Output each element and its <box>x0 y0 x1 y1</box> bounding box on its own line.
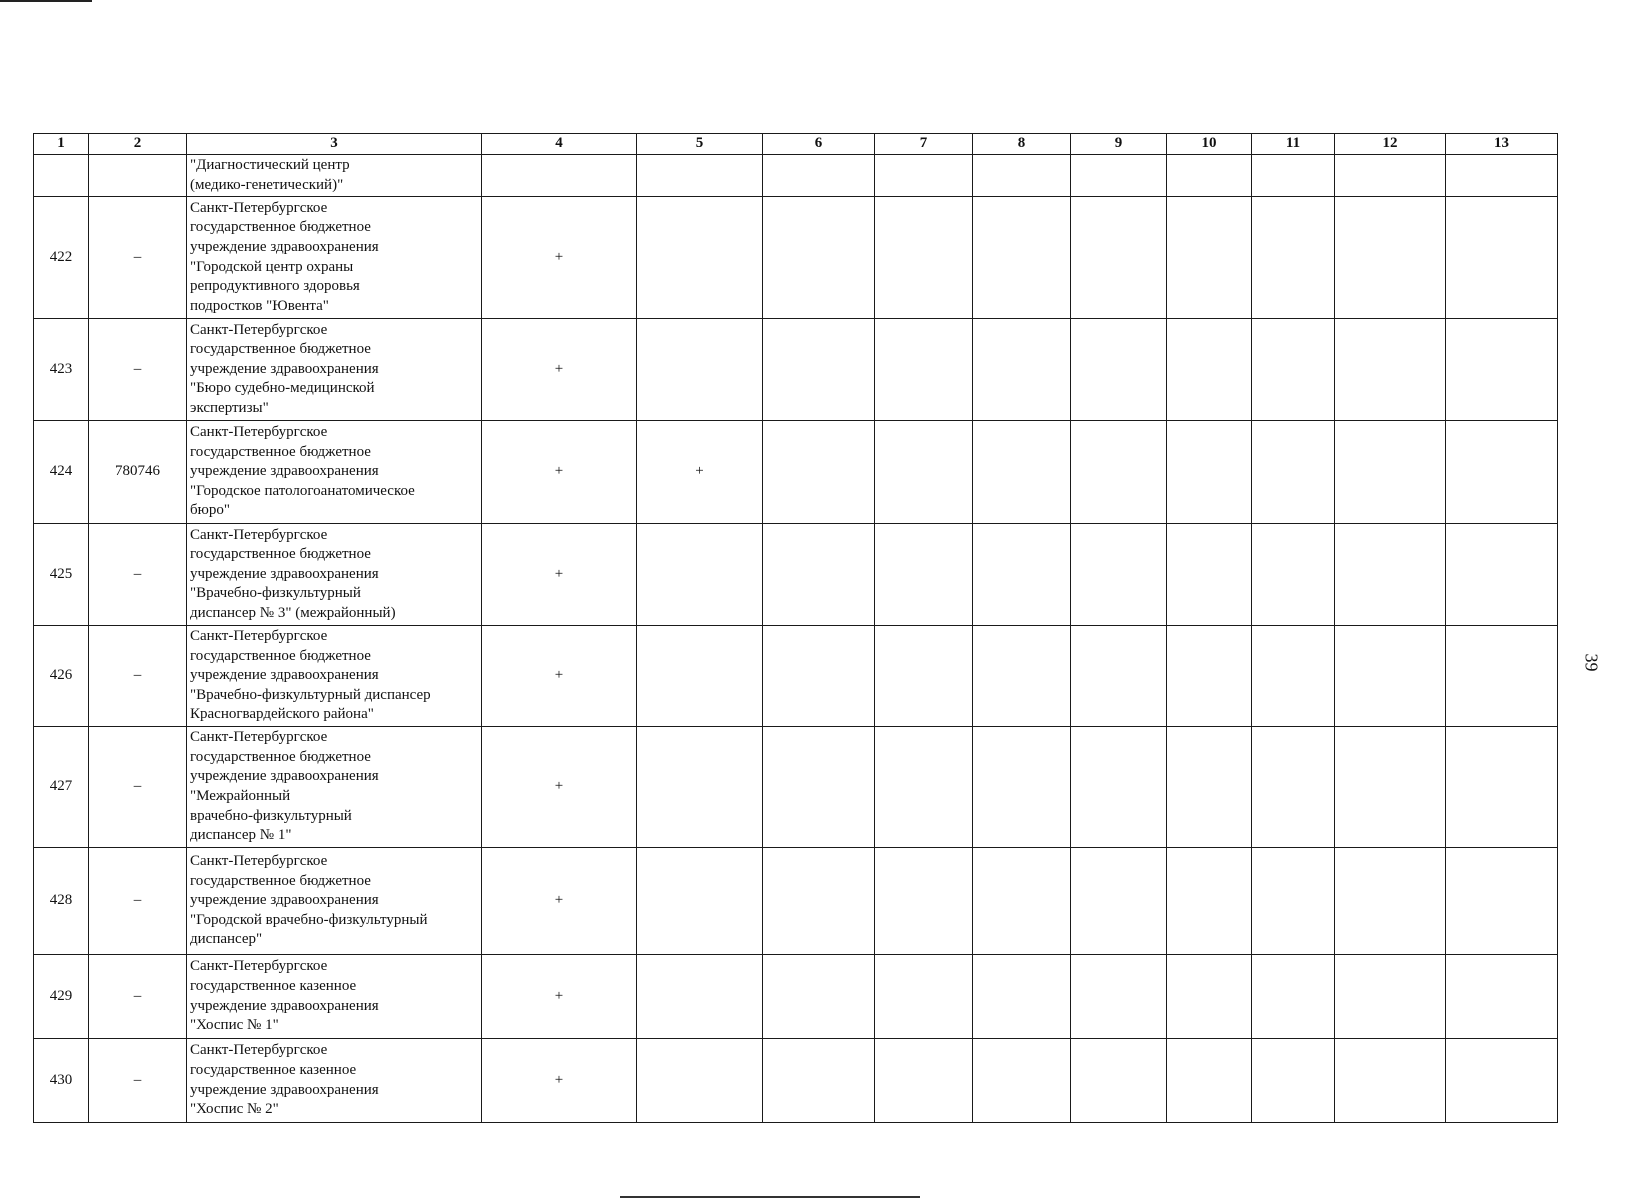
cell-col-12 <box>1335 197 1446 319</box>
cell-col-6 <box>763 955 875 1039</box>
cell-col-9 <box>1071 955 1167 1039</box>
cell-col-8 <box>973 848 1071 955</box>
cell-col-4: + <box>482 421 637 524</box>
cell-col-4: + <box>482 727 637 848</box>
row-code: 780746 <box>89 421 187 524</box>
cell-col-10 <box>1167 727 1252 848</box>
table-row <box>34 197 1558 319</box>
cell-col-5 <box>637 727 763 848</box>
column-number-row <box>34 134 1558 155</box>
cell-col-13 <box>1446 727 1558 848</box>
column-header-1: 1 <box>34 134 89 155</box>
cell-col-6 <box>763 727 875 848</box>
row-code: – <box>89 626 187 727</box>
cell-col-12 <box>1335 727 1446 848</box>
table-row <box>34 848 1558 955</box>
cell-col-7 <box>875 626 973 727</box>
row-number: 425 <box>34 524 89 626</box>
cell-col-11 <box>1252 155 1335 197</box>
row-number <box>34 155 89 197</box>
cell-col-10 <box>1167 626 1252 727</box>
cell-col-11 <box>1252 524 1335 626</box>
cell-col-4: + <box>482 955 637 1039</box>
cell-col-13 <box>1446 955 1558 1039</box>
cell-col-11 <box>1252 626 1335 727</box>
cell-col-6 <box>763 524 875 626</box>
cell-col-7 <box>875 848 973 955</box>
cell-col-12 <box>1335 848 1446 955</box>
cell-col-8 <box>973 955 1071 1039</box>
row-code: – <box>89 848 187 955</box>
cell-col-8 <box>973 626 1071 727</box>
institution-name: Санкт-Петербургское государственное казенное учреждение здравоохранения "Хоспис № 2" <box>187 1039 482 1123</box>
column-header-2: 2 <box>89 134 187 155</box>
cell-col-10 <box>1167 155 1252 197</box>
cell-col-11 <box>1252 955 1335 1039</box>
table-row <box>34 421 1558 524</box>
column-header-9: 9 <box>1071 134 1167 155</box>
cell-col-6 <box>763 1039 875 1123</box>
cell-col-4: + <box>482 1039 637 1123</box>
cell-col-7 <box>875 197 973 319</box>
row-code: – <box>89 1039 187 1123</box>
cell-col-13 <box>1446 626 1558 727</box>
cell-col-13 <box>1446 524 1558 626</box>
cell-col-6 <box>763 319 875 421</box>
column-header-8: 8 <box>973 134 1071 155</box>
cell-col-7 <box>875 955 973 1039</box>
cell-col-9 <box>1071 319 1167 421</box>
cell-col-12 <box>1335 319 1446 421</box>
cell-col-8 <box>973 421 1071 524</box>
column-header-10: 10 <box>1167 134 1252 155</box>
row-code: – <box>89 197 187 319</box>
cell-col-4 <box>482 155 637 197</box>
cell-col-6 <box>763 626 875 727</box>
row-number: 430 <box>34 1039 89 1123</box>
row-number: 428 <box>34 848 89 955</box>
register-table <box>33 133 1558 1123</box>
cell-col-10 <box>1167 848 1252 955</box>
cell-col-11 <box>1252 197 1335 319</box>
page-number: 39 <box>1581 653 1602 672</box>
cell-col-10 <box>1167 197 1252 319</box>
cell-col-9 <box>1071 848 1167 955</box>
cell-col-4: + <box>482 848 637 955</box>
cell-col-11 <box>1252 319 1335 421</box>
row-number: 426 <box>34 626 89 727</box>
cell-col-4: + <box>482 197 637 319</box>
cell-col-12 <box>1335 955 1446 1039</box>
table-row <box>34 955 1558 1039</box>
column-header-6: 6 <box>763 134 875 155</box>
column-header-11: 11 <box>1252 134 1335 155</box>
cell-col-8 <box>973 1039 1071 1123</box>
cell-col-13 <box>1446 155 1558 197</box>
cell-col-4: + <box>482 626 637 727</box>
institution-name: "Диагностический центр (медико-генетический)" <box>187 155 482 197</box>
cell-col-9 <box>1071 197 1167 319</box>
cell-col-7 <box>875 155 973 197</box>
cell-col-10 <box>1167 524 1252 626</box>
cell-col-12 <box>1335 155 1446 197</box>
row-number: 424 <box>34 421 89 524</box>
cell-col-5 <box>637 319 763 421</box>
cell-col-12 <box>1335 524 1446 626</box>
row-number: 422 <box>34 197 89 319</box>
cell-col-5 <box>637 955 763 1039</box>
row-number: 429 <box>34 955 89 1039</box>
column-header-3: 3 <box>187 134 482 155</box>
cell-col-9 <box>1071 421 1167 524</box>
row-number: 427 <box>34 727 89 848</box>
cell-col-7 <box>875 1039 973 1123</box>
cell-col-7 <box>875 319 973 421</box>
cell-col-6 <box>763 848 875 955</box>
institution-name: Санкт-Петербургское государственное бюджетное учреждение здравоохранения "Межрайонный врачебно-физкультурный диспансер № 1" <box>187 727 482 848</box>
cell-col-13 <box>1446 1039 1558 1123</box>
table-header <box>34 134 1558 155</box>
row-code: – <box>89 727 187 848</box>
row-code: – <box>89 524 187 626</box>
cell-col-6 <box>763 155 875 197</box>
cell-col-12 <box>1335 626 1446 727</box>
cell-col-13 <box>1446 197 1558 319</box>
column-header-5: 5 <box>637 134 763 155</box>
institution-name: Санкт-Петербургское государственное бюджетное учреждение здравоохранения "Бюро судебно-медицинской экспертизы" <box>187 319 482 421</box>
cell-col-7 <box>875 727 973 848</box>
column-header-13: 13 <box>1446 134 1558 155</box>
cell-col-5 <box>637 155 763 197</box>
cell-col-5: + <box>637 421 763 524</box>
cell-col-6 <box>763 197 875 319</box>
institution-name: Санкт-Петербургское государственное бюджетное учреждение здравоохранения "Врачебно-физкультурный диспансер Красногвардейского района" <box>187 626 482 727</box>
table-row <box>34 626 1558 727</box>
cell-col-8 <box>973 319 1071 421</box>
table-row <box>34 727 1558 848</box>
cell-col-4: + <box>482 319 637 421</box>
cell-col-5 <box>637 524 763 626</box>
cell-col-12 <box>1335 421 1446 524</box>
cell-col-13 <box>1446 421 1558 524</box>
cell-col-5 <box>637 197 763 319</box>
institution-name: Санкт-Петербургское государственное бюджетное учреждение здравоохранения "Городской врачебно-физкультурный диспансер" <box>187 848 482 955</box>
table-body <box>34 155 1558 1123</box>
cell-col-4: + <box>482 524 637 626</box>
cell-col-7 <box>875 524 973 626</box>
cell-col-5 <box>637 626 763 727</box>
cell-col-11 <box>1252 848 1335 955</box>
cell-col-8 <box>973 155 1071 197</box>
cell-col-9 <box>1071 626 1167 727</box>
row-code: – <box>89 319 187 421</box>
corner-scan-mark <box>0 0 92 2</box>
cell-col-9 <box>1071 1039 1167 1123</box>
cell-col-13 <box>1446 319 1558 421</box>
cell-col-6 <box>763 421 875 524</box>
table-row <box>34 155 1558 197</box>
institution-name: Санкт-Петербургское государственное бюджетное учреждение здравоохранения "Городской центр охраны репродуктивного здоровья подростков "Ювента" <box>187 197 482 319</box>
cell-col-5 <box>637 1039 763 1123</box>
column-header-4: 4 <box>482 134 637 155</box>
cell-col-5 <box>637 848 763 955</box>
cell-col-10 <box>1167 421 1252 524</box>
institution-name: Санкт-Петербургское государственное бюджетное учреждение здравоохранения "Врачебно-физкультурный диспансер № 3" (межрайонный) <box>187 524 482 626</box>
table-row <box>34 319 1558 421</box>
table-row <box>34 1039 1558 1123</box>
institution-name: Санкт-Петербургское государственное бюджетное учреждение здравоохранения "Городское патологоанатомическое бюро" <box>187 421 482 524</box>
cell-col-8 <box>973 727 1071 848</box>
cell-col-10 <box>1167 955 1252 1039</box>
cell-col-7 <box>875 421 973 524</box>
cell-col-8 <box>973 197 1071 319</box>
cell-col-9 <box>1071 727 1167 848</box>
cell-col-8 <box>973 524 1071 626</box>
institution-name: Санкт-Петербургское государственное казенное учреждение здравоохранения "Хоспис № 1" <box>187 955 482 1039</box>
row-code: – <box>89 955 187 1039</box>
cell-col-11 <box>1252 421 1335 524</box>
table-row <box>34 524 1558 626</box>
cell-col-10 <box>1167 319 1252 421</box>
cell-col-11 <box>1252 727 1335 848</box>
column-header-7: 7 <box>875 134 973 155</box>
bottom-rule <box>620 1196 920 1198</box>
row-code <box>89 155 187 197</box>
column-header-12: 12 <box>1335 134 1446 155</box>
cell-col-9 <box>1071 524 1167 626</box>
row-number: 423 <box>34 319 89 421</box>
cell-col-13 <box>1446 848 1558 955</box>
cell-col-9 <box>1071 155 1167 197</box>
cell-col-12 <box>1335 1039 1446 1123</box>
cell-col-10 <box>1167 1039 1252 1123</box>
cell-col-11 <box>1252 1039 1335 1123</box>
